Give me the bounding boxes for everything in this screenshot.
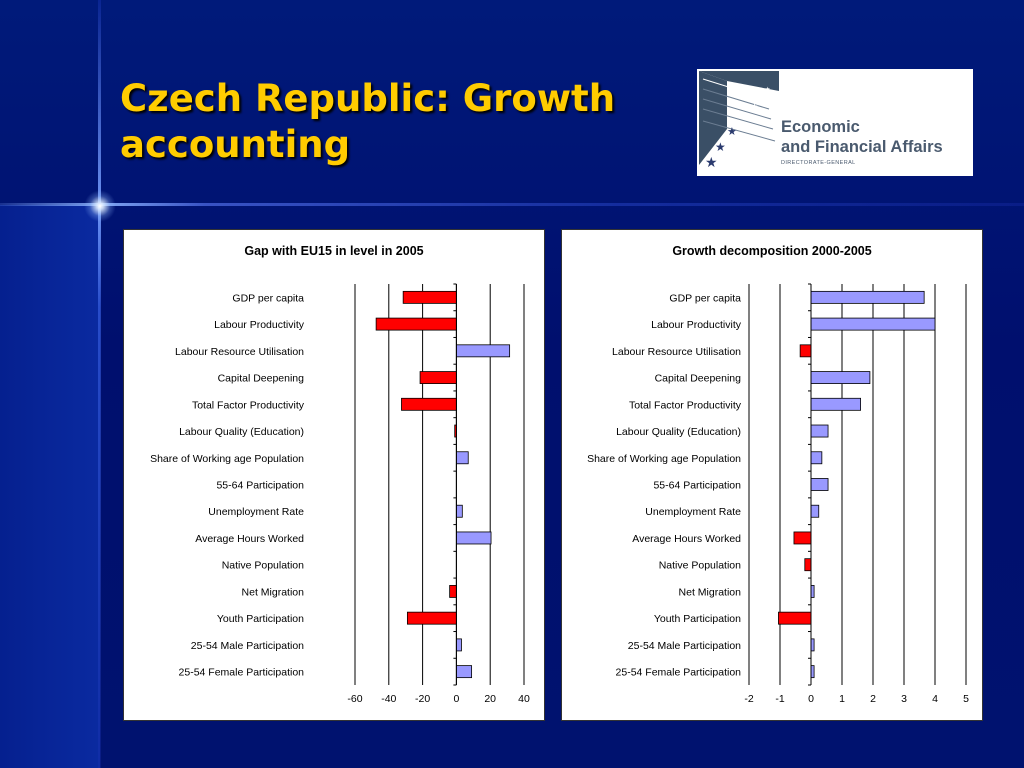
category-label: Native Population bbox=[221, 559, 304, 572]
category-label: Total Factor Productivity bbox=[191, 399, 304, 412]
bar bbox=[778, 612, 811, 624]
vertical-light-line bbox=[98, 0, 101, 768]
category-label: Net Migration bbox=[241, 586, 304, 599]
category-label: Labour Resource Utilisation bbox=[175, 345, 304, 358]
category-label: Unemployment Rate bbox=[208, 506, 304, 519]
category-label: 25-54 Male Participation bbox=[190, 639, 304, 652]
x-tick-label: 2 bbox=[870, 693, 876, 705]
slide-title: Czech Republic: Growth accounting bbox=[120, 77, 616, 166]
chart-title: Gap with EU15 in level in 2005 bbox=[244, 244, 424, 258]
category-label: Youth Participation bbox=[216, 613, 304, 626]
logo-emblem-icon bbox=[697, 69, 781, 176]
logo-text bbox=[781, 117, 943, 157]
chart-growth-decomposition bbox=[562, 230, 982, 720]
category-label: Native Population bbox=[658, 559, 741, 572]
category-label: Youth Participation bbox=[653, 613, 741, 626]
bar bbox=[456, 505, 462, 517]
x-tick-label: 20 bbox=[484, 693, 497, 705]
bar bbox=[456, 532, 491, 544]
bar bbox=[811, 372, 870, 384]
x-tick-label: 0 bbox=[808, 693, 814, 705]
category-label: 55-64 Participation bbox=[216, 479, 304, 492]
bar bbox=[407, 612, 456, 624]
svg-text:★: ★ bbox=[751, 102, 759, 111]
bar bbox=[811, 291, 924, 303]
bar bbox=[811, 398, 861, 410]
logo-line-1: Economic bbox=[781, 118, 860, 136]
category-label: GDP per capita bbox=[232, 292, 304, 305]
category-label: Share of Working age Population bbox=[587, 452, 741, 465]
category-label: Labour Productivity bbox=[651, 319, 741, 332]
category-label: 25-54 Male Participation bbox=[627, 639, 741, 652]
category-label: Share of Working age Population bbox=[150, 452, 304, 465]
chart-panel-gap-eu15 bbox=[123, 229, 545, 721]
category-label: Unemployment Rate bbox=[645, 506, 741, 519]
bar bbox=[811, 478, 828, 490]
category-label: Average Hours Worked bbox=[632, 532, 741, 545]
bar bbox=[401, 398, 456, 410]
bar bbox=[456, 639, 461, 651]
x-tick-label: -2 bbox=[744, 693, 754, 705]
bar bbox=[456, 345, 509, 357]
bar bbox=[811, 452, 822, 464]
category-label: Capital Deepening bbox=[654, 372, 741, 385]
category-label: 25-54 Female Participation bbox=[178, 666, 304, 679]
sparkle-decoration bbox=[84, 190, 116, 222]
svg-text:★: ★ bbox=[741, 111, 750, 121]
x-tick-label: -40 bbox=[381, 693, 397, 705]
x-tick-label: 3 bbox=[901, 693, 907, 705]
chart-panel-growth-decomposition bbox=[561, 229, 983, 721]
bar bbox=[456, 452, 468, 464]
category-label: Capital Deepening bbox=[217, 372, 304, 385]
left-band-decoration bbox=[0, 205, 100, 768]
bar bbox=[811, 505, 819, 517]
bar bbox=[811, 318, 935, 330]
logo-subtext: DIRECTORATE-GENERAL bbox=[781, 160, 856, 166]
x-tick-label: 0 bbox=[453, 693, 460, 705]
bar bbox=[403, 291, 456, 303]
category-label: 55-64 Participation bbox=[653, 479, 741, 492]
category-label: Total Factor Productivity bbox=[628, 399, 741, 412]
x-tick-label: -20 bbox=[415, 693, 431, 705]
svg-text:★: ★ bbox=[715, 140, 726, 154]
svg-text:★: ★ bbox=[765, 87, 771, 93]
x-tick-label: 5 bbox=[963, 693, 969, 705]
svg-text:★: ★ bbox=[705, 154, 718, 170]
chart-title: Growth decomposition 2000-2005 bbox=[672, 244, 872, 258]
bar bbox=[805, 559, 811, 571]
bar bbox=[794, 532, 811, 544]
x-tick-label: -60 bbox=[347, 693, 363, 705]
bar bbox=[800, 345, 811, 357]
x-tick-label: 1 bbox=[839, 693, 845, 705]
x-tick-label: 40 bbox=[518, 693, 530, 705]
dg-ecfin-logo bbox=[697, 69, 973, 176]
bar bbox=[420, 372, 456, 384]
category-label: Net Migration bbox=[678, 586, 741, 599]
svg-text:★: ★ bbox=[759, 94, 766, 101]
x-tick-label: -1 bbox=[775, 693, 785, 705]
category-label: Average Hours Worked bbox=[195, 532, 304, 545]
svg-text:★: ★ bbox=[727, 126, 737, 138]
bar bbox=[450, 585, 457, 597]
bar bbox=[811, 425, 828, 437]
category-label: 25-54 Female Participation bbox=[615, 666, 741, 679]
x-tick-label: 4 bbox=[932, 693, 938, 705]
logo-line-2: and Financial Affairs bbox=[781, 138, 943, 156]
category-label: Labour Productivity bbox=[214, 319, 304, 332]
horizontal-light-line bbox=[0, 203, 1024, 206]
chart-gap-with-eu15 bbox=[124, 230, 544, 720]
bar bbox=[376, 318, 456, 330]
category-label: Labour Quality (Education) bbox=[616, 426, 741, 439]
category-label: Labour Resource Utilisation bbox=[612, 345, 741, 358]
bar bbox=[456, 666, 471, 678]
category-label: Labour Quality (Education) bbox=[179, 426, 304, 439]
category-label: GDP per capita bbox=[669, 292, 741, 305]
